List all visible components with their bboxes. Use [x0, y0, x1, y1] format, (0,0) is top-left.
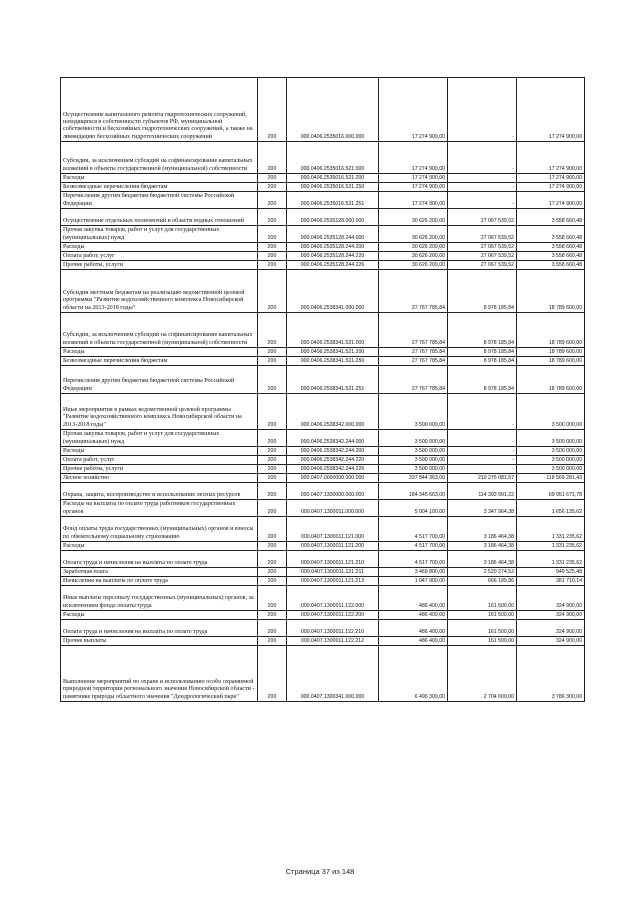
row-budget-code: 000.0406.2535128.000.000: [287, 209, 379, 226]
row-executed-amount: 8 978 185,84: [448, 348, 517, 357]
row-line-code: 200: [258, 142, 287, 174]
row-remaining-amount: 17 274 900,00: [517, 183, 585, 192]
row-budget-code: 000.0407.1300011.000.000: [287, 500, 379, 517]
row-budget-code: 000.0406.2535128.244.220: [287, 252, 379, 261]
row-executed-amount: 3 186 464,38: [448, 542, 517, 551]
row-executed-amount: 161 500,00: [448, 637, 517, 646]
row-approved-amount: 6 490 300,00: [379, 646, 448, 702]
row-remaining-amount: 324 900,00: [517, 586, 585, 611]
row-budget-code: 000.0406.2538341.000.000: [287, 270, 379, 313]
row-budget-code: 000.0406.2538342.244.226: [287, 465, 379, 474]
row-remaining-amount: 3 500 000,00: [517, 456, 585, 465]
row-description: Субсидии местным бюджетам на реализацию ведомственной целевой программы "Развитие водохозяйственного комплекса Новосибирской области на 2013-2018 годы": [61, 270, 258, 313]
row-line-code: 200: [258, 430, 287, 447]
table-row: [61, 226, 585, 243]
row-line-code: 200: [258, 183, 287, 192]
row-executed-amount: 219 275 081,57: [448, 474, 517, 483]
row-remaining-amount: 324 900,00: [517, 611, 585, 620]
row-description: Безвозмездные перечисления бюджетам: [61, 357, 258, 366]
row-description: Оплата труда и начисления на выплаты по оплате труда: [61, 551, 258, 568]
row-remaining-amount: 3 500 000,00: [517, 465, 585, 474]
row-line-code: 200: [258, 243, 287, 252]
row-line-code: 200: [258, 313, 287, 348]
row-budget-code: 000.0407.1300011.121.200: [287, 542, 379, 551]
row-line-code: 200: [258, 637, 287, 646]
row-approved-amount: 486 400,00: [379, 611, 448, 620]
table-row: [61, 78, 585, 142]
row-remaining-amount: 3 500 000,00: [517, 394, 585, 430]
table-row: [61, 568, 585, 577]
row-description: Оплата работ, услуг: [61, 456, 258, 465]
table-row: [61, 483, 585, 500]
row-budget-code: 000.0407.1300341.000.000: [287, 646, 379, 702]
row-approved-amount: 17 274 900,00: [379, 78, 448, 142]
row-line-code: 200: [258, 394, 287, 430]
row-budget-code: 000.0406.2538342.244.220: [287, 456, 379, 465]
row-executed-amount: 666 189,86: [448, 577, 517, 586]
row-remaining-amount: 3 558 660,48: [517, 243, 585, 252]
row-line-code: 200: [258, 447, 287, 456]
row-remaining-amount: 3 500 000,00: [517, 447, 585, 456]
table-row: [61, 209, 585, 226]
row-executed-amount: 8 978 185,84: [448, 313, 517, 348]
row-approved-amount: 486 400,00: [379, 637, 448, 646]
row-description: Прочая закупка товаров, работ и услуг для государственных (муниципальных) нужд: [61, 226, 258, 243]
row-description: Расходы на выплаты по оплате труда работников государственных органов: [61, 500, 258, 517]
row-remaining-amount: 3 786 300,00: [517, 646, 585, 702]
row-description: Расходы: [61, 542, 258, 551]
row-line-code: 200: [258, 456, 287, 465]
row-budget-code: 000.0406.2535128.244.200: [287, 243, 379, 252]
row-approved-amount: 30 626 200,00: [379, 243, 448, 252]
row-executed-amount: -: [448, 465, 517, 474]
row-budget-code: 000.0406.2538342.244.000: [287, 430, 379, 447]
row-executed-amount: 3 186 464,38: [448, 551, 517, 568]
row-approved-amount: 27 767 785,84: [379, 366, 448, 394]
row-description: Перечисления другим бюджетам бюджетной системы Российской Федерации: [61, 366, 258, 394]
row-executed-amount: 161 500,00: [448, 620, 517, 637]
row-remaining-amount: 3 558 660,48: [517, 252, 585, 261]
row-line-code: 200: [258, 174, 287, 183]
table-row: [61, 174, 585, 183]
row-budget-code: 000.0406.2538341.521.200: [287, 348, 379, 357]
row-executed-amount: -: [448, 456, 517, 465]
row-description: Расходы: [61, 174, 258, 183]
row-budget-code: 000.0406.2538341.521.251: [287, 366, 379, 394]
row-approved-amount: 17 274 900,00: [379, 174, 448, 183]
row-remaining-amount: 17 274 900,00: [517, 142, 585, 174]
row-line-code: 200: [258, 474, 287, 483]
row-approved-amount: 3 500 000,00: [379, 447, 448, 456]
row-line-code: 200: [258, 517, 287, 542]
row-description: Оплата труда и начисления на выплаты по оплате труда: [61, 620, 258, 637]
row-line-code: 200: [258, 357, 287, 366]
row-executed-amount: 8 978 185,84: [448, 357, 517, 366]
row-remaining-amount: 17 274 900,00: [517, 78, 585, 142]
row-approved-amount: 27 767 785,84: [379, 270, 448, 313]
table-row: [61, 142, 585, 174]
row-remaining-amount: 18 789 600,00: [517, 270, 585, 313]
row-approved-amount: 27 767 785,84: [379, 348, 448, 357]
row-approved-amount: 5 004 100,00: [379, 500, 448, 517]
row-budget-code: 000.0406.2535016.000.000: [287, 78, 379, 142]
row-line-code: 200: [258, 542, 287, 551]
table-row: [61, 192, 585, 209]
row-executed-amount: 3 347 964,38: [448, 500, 517, 517]
row-executed-amount: 2 520 274,52: [448, 568, 517, 577]
table-row: [61, 474, 585, 483]
table-row: [61, 551, 585, 568]
row-description: Перечисления другим бюджетам бюджетной системы Российской Федерации: [61, 192, 258, 209]
row-description: Фонд оплаты труда государственных (муниципальных) органов и взносы по обязательному социальному страхованию: [61, 517, 258, 542]
row-approved-amount: 27 767 785,84: [379, 313, 448, 348]
row-executed-amount: -: [448, 78, 517, 142]
table-row: [61, 447, 585, 456]
table-row: [61, 313, 585, 348]
row-budget-code: 000.0407.0000000.000.000: [287, 474, 379, 483]
row-description: Расходы: [61, 447, 258, 456]
table-row: [61, 456, 585, 465]
row-description: Выполнение мероприятий по охране и использованию особо охраняемой природной территории регионального значения Новосибирской области - памятнике природы областного значения "Дендрологический парк": [61, 646, 258, 702]
row-approved-amount: 4 517 700,00: [379, 551, 448, 568]
row-approved-amount: 30 626 200,00: [379, 261, 448, 270]
row-remaining-amount: 69 951 671,78: [517, 483, 585, 500]
row-approved-amount: 3 500 000,00: [379, 430, 448, 447]
row-executed-amount: 27 067 539,52: [448, 209, 517, 226]
table-row: [61, 646, 585, 702]
row-remaining-amount: 18 789 600,00: [517, 366, 585, 394]
row-approved-amount: 3 500 000,00: [379, 394, 448, 430]
row-remaining-amount: 1 331 235,62: [517, 551, 585, 568]
row-executed-amount: -: [448, 192, 517, 209]
row-approved-amount: 184 345 663,00: [379, 483, 448, 500]
row-description: Прочие работы, услуги: [61, 465, 258, 474]
row-budget-code: 000.0406.2538342.000.000: [287, 394, 379, 430]
row-line-code: 200: [258, 483, 287, 500]
table-row: [61, 261, 585, 270]
row-description: Субсидии, за исключением субсидий на софинансирование капитальных вложений в объекты государственной (муниципальной) собственности: [61, 142, 258, 174]
row-remaining-amount: 381 710,14: [517, 577, 585, 586]
row-remaining-amount: 18 789 600,00: [517, 357, 585, 366]
row-remaining-amount: 324 900,00: [517, 620, 585, 637]
row-executed-amount: -: [448, 447, 517, 456]
row-remaining-amount: 1 331 235,62: [517, 542, 585, 551]
row-line-code: 200: [258, 261, 287, 270]
row-approved-amount: 3 500 000,00: [379, 456, 448, 465]
row-budget-code: 000.0407.1300011.121.213: [287, 577, 379, 586]
table-row: [61, 366, 585, 394]
row-remaining-amount: 18 789 600,00: [517, 348, 585, 357]
row-budget-code: 000.0407.1300011.122.210: [287, 620, 379, 637]
row-budget-code: 000.0406.2538341.521.250: [287, 357, 379, 366]
row-executed-amount: -: [448, 183, 517, 192]
row-remaining-amount: 949 525,48: [517, 568, 585, 577]
row-approved-amount: 17 274 900,00: [379, 142, 448, 174]
row-budget-code: 000.0406.2535016.521.000: [287, 142, 379, 174]
row-description: Прочая закупка товаров, работ и услуг для государственных (муниципальных) нужд: [61, 430, 258, 447]
table-row: [61, 430, 585, 447]
row-executed-amount: 161 500,00: [448, 611, 517, 620]
row-executed-amount: 2 704 000,00: [448, 646, 517, 702]
row-description: Субсидии, за исключением субсидий на софинансирование капитальных вложений в объекты государственной (муниципальной) собственности: [61, 313, 258, 348]
table-row: [61, 517, 585, 542]
row-line-code: 200: [258, 366, 287, 394]
table-row: [61, 611, 585, 620]
row-description: Осуществление капитального ремонта гидротехнических сооружений, находящихся в собственности субъектов РФ, муниципальной собственности и бесхозяйных гидротехнических сооружений, а также на ликвидацию бесхозяйных гидротехнических сооружений: [61, 78, 258, 142]
row-executed-amount: 27 067 539,52: [448, 261, 517, 270]
row-budget-code: 000.0406.2535016.521.251: [287, 192, 379, 209]
row-description: Иные мероприятия в рамках ведомственной целевой программы "Развитие водохозяйственного комплекса Новосибирской области на 2013-2018 годы": [61, 394, 258, 430]
row-executed-amount: 8 978 185,84: [448, 270, 517, 313]
row-description: Осуществление отдельных полномочий в области водных отношений: [61, 209, 258, 226]
row-executed-amount: -: [448, 430, 517, 447]
row-executed-amount: 3 186 464,38: [448, 517, 517, 542]
row-budget-code: 000.0406.2538342.244.200: [287, 447, 379, 456]
row-budget-code: 000.0407.1300011.121.211: [287, 568, 379, 577]
row-line-code: 200: [258, 620, 287, 637]
row-budget-code: 000.0407.1300011.122.000: [287, 586, 379, 611]
table-row: [61, 357, 585, 366]
row-approved-amount: 3 500 000,00: [379, 465, 448, 474]
row-remaining-amount: 1 331 235,62: [517, 517, 585, 542]
row-approved-amount: 1 047 900,00: [379, 577, 448, 586]
row-budget-code: 000.0407.1300000.000.000: [287, 483, 379, 500]
row-description: Расходы: [61, 243, 258, 252]
table-row: [61, 394, 585, 430]
row-approved-amount: 4 517 700,00: [379, 542, 448, 551]
row-remaining-amount: 17 274 900,00: [517, 192, 585, 209]
table-row: [61, 620, 585, 637]
row-approved-amount: 337 844 363,00: [379, 474, 448, 483]
row-description: Начисления на выплаты по оплате труда: [61, 577, 258, 586]
table-row: [61, 465, 585, 474]
row-approved-amount: 30 626 200,00: [379, 252, 448, 261]
row-line-code: 200: [258, 192, 287, 209]
table-row: [61, 586, 585, 611]
row-remaining-amount: 1 656 135,62: [517, 500, 585, 517]
table-row: [61, 577, 585, 586]
row-budget-code: 000.0407.1300011.121.210: [287, 551, 379, 568]
row-budget-code: 000.0407.1300011.122.212: [287, 637, 379, 646]
row-executed-amount: 114 393 991,22: [448, 483, 517, 500]
row-description: Лесное хозяйство: [61, 474, 258, 483]
row-budget-code: 000.0406.2535016.521.250: [287, 183, 379, 192]
page-number: Страница 37 из 148: [285, 867, 355, 876]
row-remaining-amount: 3 558 660,48: [517, 209, 585, 226]
row-approved-amount: 486 400,00: [379, 586, 448, 611]
row-executed-amount: 8 978 185,84: [448, 366, 517, 394]
row-executed-amount: -: [448, 174, 517, 183]
row-executed-amount: 161 500,00: [448, 586, 517, 611]
row-executed-amount: -: [448, 142, 517, 174]
row-line-code: 200: [258, 270, 287, 313]
row-approved-amount: 486 400,00: [379, 620, 448, 637]
row-description: Прочие работы, услуги: [61, 261, 258, 270]
row-line-code: 200: [258, 78, 287, 142]
row-line-code: 200: [258, 226, 287, 243]
row-description: Заработная плата: [61, 568, 258, 577]
row-line-code: 200: [258, 646, 287, 702]
row-approved-amount: 30 626 200,00: [379, 209, 448, 226]
row-line-code: 200: [258, 348, 287, 357]
row-approved-amount: 17 274 900,00: [379, 183, 448, 192]
row-executed-amount: 27 067 539,52: [448, 226, 517, 243]
row-line-code: 200: [258, 500, 287, 517]
row-line-code: 200: [258, 252, 287, 261]
row-budget-code: 000.0406.2535016.521.200: [287, 174, 379, 183]
row-budget-code: 000.0406.2535128.244.000: [287, 226, 379, 243]
row-approved-amount: 30 626 200,00: [379, 226, 448, 243]
row-remaining-amount: 3 558 660,48: [517, 226, 585, 243]
row-budget-code: 000.0407.1300011.121.000: [287, 517, 379, 542]
row-remaining-amount: 18 789 600,00: [517, 313, 585, 348]
row-remaining-amount: 118 569 281,43: [517, 474, 585, 483]
row-remaining-amount: 17 274 900,00: [517, 174, 585, 183]
row-budget-code: 000.0406.2535128.244.226: [287, 261, 379, 270]
table-row: [61, 348, 585, 357]
table-row: [61, 270, 585, 313]
row-line-code: 200: [258, 586, 287, 611]
row-executed-amount: 27 067 539,52: [448, 252, 517, 261]
row-description: Охрана, защита, воспроизводство и использование лесных ресурсов: [61, 483, 258, 500]
row-approved-amount: 4 517 700,00: [379, 517, 448, 542]
row-description: Иные выплаты персоналу государственных (муниципальных) органов, за исключением фонда оплаты труда: [61, 586, 258, 611]
row-remaining-amount: 3 500 000,00: [517, 430, 585, 447]
budget-execution-table: [60, 77, 585, 702]
row-line-code: 200: [258, 209, 287, 226]
row-description: Расходы: [61, 348, 258, 357]
table-row: [61, 183, 585, 192]
row-remaining-amount: 324 900,00: [517, 637, 585, 646]
table-row: [61, 500, 585, 517]
row-line-code: 200: [258, 577, 287, 586]
table-row: [61, 637, 585, 646]
row-approved-amount: 17 274 900,00: [379, 192, 448, 209]
row-line-code: 200: [258, 611, 287, 620]
row-budget-code: 000.0406.2538341.521.000: [287, 313, 379, 348]
row-line-code: 200: [258, 568, 287, 577]
row-line-code: 200: [258, 551, 287, 568]
row-budget-code: 000.0407.1300011.122.200: [287, 611, 379, 620]
row-remaining-amount: 3 558 660,48: [517, 261, 585, 270]
row-approved-amount: 27 767 785,84: [379, 357, 448, 366]
table-row: [61, 252, 585, 261]
table-row: [61, 243, 585, 252]
row-description: Безвозмездные перечисления бюджетам: [61, 183, 258, 192]
row-executed-amount: -: [448, 394, 517, 430]
row-line-code: 200: [258, 465, 287, 474]
row-approved-amount: 3 469 800,00: [379, 568, 448, 577]
row-description: Оплата работ, услуг: [61, 252, 258, 261]
table-row: [61, 542, 585, 551]
row-description: Расходы: [61, 611, 258, 620]
row-executed-amount: 27 067 539,52: [448, 243, 517, 252]
row-description: Прочие выплаты: [61, 637, 258, 646]
